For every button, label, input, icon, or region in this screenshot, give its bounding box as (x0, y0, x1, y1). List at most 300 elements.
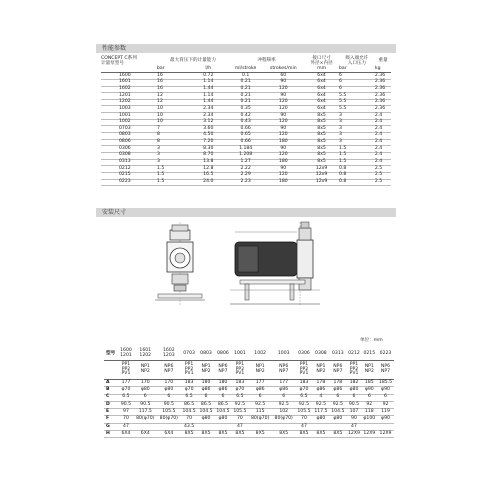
dim-value: 183 (231, 380, 248, 387)
dim-value (312, 423, 329, 430)
dim-value: φ80 (329, 416, 346, 423)
perf-unit-cell: l/h (188, 67, 229, 73)
dim-value: 90.5 (157, 401, 181, 408)
value-cell: 180 (262, 159, 304, 166)
dim-label: G (104, 423, 118, 430)
model-cell: 1600 (101, 73, 157, 80)
value-cell: 0.35 (229, 106, 263, 113)
dim-value: 185.5 (377, 380, 394, 387)
dim-value: 6 (133, 394, 157, 401)
model-cell: 1201 (101, 93, 157, 100)
dim-value: 6X4 (157, 431, 181, 438)
dim-value: 47 (346, 423, 361, 430)
dim-value: 86.5 (181, 401, 198, 408)
dim-value: 180 (214, 380, 231, 387)
value-cell: 6x4 (304, 106, 339, 113)
dim-value: 177 (118, 380, 133, 387)
dim-value (157, 423, 181, 430)
value-cell: 2.36 (375, 106, 391, 113)
dim-value: 6X4 (133, 431, 157, 438)
model-cell: 0223 (101, 179, 157, 186)
dim-value: 92.5 (329, 401, 346, 408)
table-row (104, 416, 394, 423)
value-cell: 12x9 (304, 166, 339, 173)
dim-value: 12X9 (362, 431, 377, 438)
value-cell: 120 (262, 119, 304, 126)
value-cell: 5.5 (339, 99, 375, 106)
dim-value: 6.5 (231, 394, 248, 401)
dim-label: B (104, 387, 118, 394)
dim-value: 6 (377, 394, 394, 401)
value-cell: 0.8 (339, 172, 375, 179)
dim-value: φ90 (377, 387, 394, 394)
perf-header-cell: 冲程频率 (257, 58, 276, 64)
value-cell: 6x4 (304, 73, 339, 80)
section-header-installation (96, 208, 396, 217)
dim-value: 105.5 (157, 409, 181, 416)
value-cell: 6x4 (304, 93, 339, 100)
value-cell: 0.21 (229, 79, 263, 86)
value-cell: 60 (262, 73, 304, 80)
dimensions-table (104, 348, 394, 438)
perf-unit-cell: bar (157, 67, 188, 73)
dim-value: 182 (346, 380, 361, 387)
value-cell: 10 (157, 119, 188, 126)
dim-value: φ80 (214, 416, 231, 423)
dim-value: 118 (362, 409, 377, 416)
value-cell: 3.60 (188, 126, 229, 133)
dim-value: φ90 (377, 416, 394, 423)
value-cell: 1.5 (157, 179, 188, 186)
value-cell: 8x5 (304, 126, 339, 133)
model-group-cell: 1601 1202 (133, 348, 157, 361)
model-group-cell: 1602 1203 (157, 348, 181, 361)
dim-value: φ86 (198, 387, 215, 394)
model-cell: 0212 (101, 166, 157, 173)
dim-value: 104.5 (214, 409, 231, 416)
value-cell: 8x5 (304, 146, 339, 153)
dim-label: H (104, 431, 118, 438)
dim-value: 6.5 (295, 394, 312, 401)
value-cell: 2.23 (229, 179, 263, 186)
dim-value: φ86 (214, 387, 231, 394)
perf-unit-cell: bar (339, 67, 375, 73)
dim-value: 119 (377, 409, 394, 416)
dim-label: E (104, 409, 118, 416)
value-cell: 0.21 (229, 86, 263, 93)
table-row (101, 119, 391, 126)
section-title: 性能参数 (102, 45, 127, 52)
value-cell: 2.29 (229, 172, 263, 179)
dim-value (272, 423, 296, 430)
value-cell: 16 (157, 73, 188, 80)
model-group-cell: 0223 (377, 348, 394, 361)
dim-value: 183 (181, 380, 198, 387)
dim-value: 104.5 (198, 409, 215, 416)
value-cell: 2.34 (188, 106, 229, 113)
table-row (101, 139, 391, 146)
dim-value: 104.5 (329, 409, 346, 416)
perf-unit-cell: ml/stroke (229, 67, 263, 73)
value-cell: 1.184 (229, 146, 263, 153)
value-cell: 10 (157, 113, 188, 120)
material-cell: NP1 NP2 (362, 361, 377, 380)
dim-value: 70 (295, 416, 312, 423)
dim-value: 90 (346, 416, 361, 423)
dim-value (362, 423, 377, 430)
value-cell: 2.36 (375, 86, 391, 93)
value-cell: 120 (262, 152, 304, 159)
dim-value: 104.5 (181, 409, 198, 416)
dim-value: 80(φ70) (272, 416, 296, 423)
value-cell: 2.4 (375, 133, 391, 140)
dim-value: 8X5 (231, 431, 248, 438)
value-cell: 2.34 (188, 113, 229, 120)
dim-value: 6 (214, 394, 231, 401)
table-row (104, 380, 394, 387)
value-cell: 16 (157, 79, 188, 86)
dim-value: 70 (181, 416, 198, 423)
dim-value (198, 423, 215, 430)
dim-value: 43.5 (181, 423, 198, 430)
dim-value: 47 (231, 423, 248, 430)
dim-value: 92.5 (231, 401, 248, 408)
value-cell: 2.5 (375, 172, 391, 179)
table-row (104, 394, 394, 401)
value-cell: 90 (262, 126, 304, 133)
model-cell: 0703 (101, 126, 157, 133)
dim-value: φ86 (312, 387, 329, 394)
value-cell: 12x9 (304, 179, 339, 186)
dim-value: 117.5 (312, 409, 329, 416)
model-label: 型号 (104, 348, 118, 361)
material-cell: PP1 PP2 PV1 (231, 361, 248, 380)
value-cell: 2.36 (375, 93, 391, 100)
value-cell: 0.1 (229, 73, 263, 80)
value-cell: 6 (339, 86, 375, 93)
value-cell: 8 (157, 139, 188, 146)
value-cell: 8 (157, 133, 188, 140)
material-cell: PP1 PP2 PV1 (181, 361, 198, 380)
dim-value: 177 (248, 380, 272, 387)
value-cell: 120 (262, 86, 304, 93)
dim-value: 12X9 (346, 431, 361, 438)
dim-label: C (104, 394, 118, 401)
dim-value (377, 423, 394, 430)
perf-unit-cell: strokes/min (262, 67, 304, 73)
model-group-cell: 0215 (362, 348, 377, 361)
value-cell: 12 (157, 93, 188, 100)
model-group-cell: 0703 (181, 348, 198, 361)
dim-value: 8X5 (214, 431, 231, 438)
perf-header-cell: 重量 (378, 58, 388, 64)
dim-value: 8X5 (329, 431, 346, 438)
dim-value: 86.5 (214, 401, 231, 408)
side-view-drawing (230, 222, 320, 305)
table-row (101, 179, 391, 186)
value-cell: 180 (262, 139, 304, 146)
dim-label: A (104, 380, 118, 387)
dim-value: 92.5 (295, 401, 312, 408)
dim-value: 8X5 (181, 431, 198, 438)
model-cell: 1003 (101, 106, 157, 113)
perf-unit-cell: mm (304, 67, 339, 73)
material-cell: NP6 NP7 (329, 361, 346, 380)
dim-value: 70 (118, 416, 133, 423)
dim-value: 107 (346, 409, 361, 416)
model-group-cell: 0306 (295, 348, 312, 361)
value-cell: 1.14 (188, 93, 229, 100)
material-cell: NP6 NP7 (272, 361, 296, 380)
dim-value: φ80 (133, 387, 157, 394)
value-cell: 2.4 (375, 139, 391, 146)
value-cell: 180 (262, 179, 304, 186)
value-cell: 7 (157, 126, 188, 133)
model-group-cell: 0803 (198, 348, 215, 361)
dim-value (329, 423, 346, 430)
dim-value: 92 (377, 401, 394, 408)
dim-value: 185 (362, 380, 377, 387)
dim-value: 117.5 (133, 409, 157, 416)
dim-value: φ80 (312, 416, 329, 423)
table-row (104, 387, 394, 394)
value-cell: 2.36 (375, 79, 391, 86)
dim-value: 102 (272, 409, 296, 416)
value-cell: 2.5 (375, 166, 391, 173)
value-cell: 0.8 (339, 179, 375, 186)
dim-value: 70 (231, 416, 248, 423)
perf-header-cell: 吸入端允许 入口压力 (345, 56, 369, 66)
value-cell: 1.208 (229, 152, 263, 159)
dim-value (248, 423, 272, 430)
value-cell: 10 (157, 106, 188, 113)
model-group-cell: 0313 (329, 348, 346, 361)
model-cell: 0306 (101, 146, 157, 153)
value-cell: 6 (339, 79, 375, 86)
model-cell: 1001 (101, 113, 157, 120)
dim-value: 8X5 (295, 431, 312, 438)
dim-value: 105.5 (231, 409, 248, 416)
dim-value: φ70 (295, 387, 312, 394)
value-cell: 7.20 (188, 139, 229, 146)
dim-value: 6 (272, 394, 296, 401)
section-header-performance (96, 44, 396, 53)
dim-value: 178 (312, 380, 329, 387)
dim-value: φ100 (362, 416, 377, 423)
value-cell: 4.50 (188, 133, 229, 140)
table-row (101, 106, 391, 113)
dim-value: φ86 (329, 387, 346, 394)
dim-value: 6.5 (118, 394, 133, 401)
dim-label: D (104, 401, 118, 408)
value-cell: 0.21 (229, 93, 263, 100)
value-cell: 24.0 (188, 179, 229, 186)
dim-value (133, 423, 157, 430)
dim-value: 170 (133, 380, 157, 387)
model-group-cell: 1002 (248, 348, 272, 361)
dim-value: 47 (118, 423, 133, 430)
model-cell: 1202 (101, 99, 157, 106)
model-cell: 1002 (101, 119, 157, 126)
material-label (104, 361, 118, 380)
dim-value: 178 (329, 380, 346, 387)
material-cell: NP1 NP2 (312, 361, 329, 380)
value-cell: 2.4 (375, 152, 391, 159)
value-cell: 8x5 (304, 113, 339, 120)
material-cell: NP1 NP2 (133, 361, 157, 380)
table-row (101, 99, 391, 106)
dim-value: φ80 (157, 387, 181, 394)
value-cell: 0.65 (229, 133, 263, 140)
value-cell: 6x4 (304, 79, 339, 86)
dim-value: 180 (198, 380, 215, 387)
value-cell: 120 (262, 106, 304, 113)
value-cell: 90 (262, 166, 304, 173)
dim-value: 8X5 (312, 431, 329, 438)
value-cell: 2.4 (375, 146, 391, 153)
value-cell: 90 (262, 113, 304, 120)
value-cell: 6 (339, 73, 375, 80)
value-cell: 0.66 (229, 139, 263, 146)
dim-value: 90.5 (118, 401, 133, 408)
model-cell: 0803 (101, 133, 157, 140)
material-cell: PP1 PP2 PV1 (295, 361, 312, 380)
value-cell: 12x9 (304, 172, 339, 179)
model-group-cell: 0212 (346, 348, 361, 361)
model-group-cell: 1003 (272, 348, 296, 361)
value-cell: 0.43 (229, 119, 263, 126)
material-cell: NP6 NP7 (214, 361, 231, 380)
dims-material-row (104, 361, 394, 380)
dim-value: 92.5 (248, 401, 272, 408)
material-cell: NP1 NP2 (198, 361, 215, 380)
dim-value: φ70 (181, 387, 198, 394)
value-cell: 8x5 (304, 133, 339, 140)
dim-value: 6X4 (118, 431, 133, 438)
section-title: 安装尺寸 (102, 209, 127, 216)
model-group-cell: 1001 (231, 348, 248, 361)
dims-model-row (104, 348, 394, 361)
table-row (104, 409, 394, 416)
material-cell: NP1 NP2 (248, 361, 272, 380)
value-cell: 3 (339, 133, 375, 140)
value-cell: 16 (157, 86, 188, 93)
dim-value: 6 (346, 394, 361, 401)
dim-value: φ86 (272, 387, 296, 394)
value-cell: 2.4 (375, 119, 391, 126)
dim-value: 115 (248, 409, 272, 416)
dim-value: 92 (362, 401, 377, 408)
material-cell: NP6 NP7 (157, 361, 181, 380)
value-cell: 6x4 (304, 99, 339, 106)
value-cell: 3 (339, 119, 375, 126)
dim-value: 92.5 (312, 401, 329, 408)
dim-value: 80(φ70) (248, 416, 272, 423)
dim-value: φ86 (248, 387, 272, 394)
dim-value: 6 (157, 394, 181, 401)
value-cell: 90 (262, 146, 304, 153)
value-cell: 2.4 (375, 159, 391, 166)
value-cell: 1.5 (339, 146, 375, 153)
unit-label: 单位：mm (360, 338, 383, 343)
value-cell: 3 (157, 152, 188, 159)
dim-value: 6 (248, 394, 272, 401)
material-cell: NP6 NP7 (377, 361, 394, 380)
dim-value: 90.5 (346, 401, 361, 408)
value-cell: 2.5 (375, 179, 391, 186)
value-cell: 3 (339, 126, 375, 133)
dim-value: 86.5 (198, 401, 215, 408)
model-group-cell: 1600 1201 (118, 348, 133, 361)
value-cell: 120 (262, 172, 304, 179)
perf-header-cell: 接口尺寸 外径×内径 (310, 56, 333, 66)
value-cell: 3 (339, 139, 375, 146)
value-cell: 2.4 (375, 126, 391, 133)
dim-value: 80(φ70) (157, 416, 181, 423)
dim-value: 170 (157, 380, 181, 387)
value-cell: 12 (157, 99, 188, 106)
value-cell: 1.5 (339, 159, 375, 166)
model-group-cell: 0308 (312, 348, 329, 361)
value-cell: 3 (339, 113, 375, 120)
model-group-cell: 0806 (214, 348, 231, 361)
value-cell: 1.5 (339, 152, 375, 159)
dim-label: F (104, 416, 118, 423)
model-cell: 1602 (101, 86, 157, 93)
dim-value: 6 (198, 394, 215, 401)
value-cell: 6x4 (304, 86, 339, 93)
dim-value: φ70 (118, 387, 133, 394)
table-row (101, 159, 391, 166)
value-cell: 3 (157, 146, 188, 153)
value-cell: 8x5 (304, 159, 339, 166)
material-cell: PP1 PP2 PV1 (118, 361, 133, 380)
value-cell: 120 (262, 99, 304, 106)
dim-value: 183 (295, 380, 312, 387)
dim-value: 4 (312, 394, 329, 401)
value-cell: 0.42 (229, 113, 263, 120)
value-cell: 5.5 (339, 106, 375, 113)
dim-value: 6 (329, 394, 346, 401)
dim-value: φ90 (362, 387, 377, 394)
value-cell: 3.12 (188, 119, 229, 126)
dim-value: 8X5 (272, 431, 296, 438)
dim-value: 8X5 (198, 431, 215, 438)
perf-unit-cell: kg (375, 67, 391, 73)
value-cell: 8x5 (304, 152, 339, 159)
front-view-drawing (155, 222, 205, 305)
dim-value: 90.5 (133, 401, 157, 408)
table-row (104, 423, 394, 430)
dim-value: 92.5 (272, 401, 296, 408)
value-cell: 1.44 (188, 99, 229, 106)
value-cell: 0.72 (188, 73, 229, 80)
value-cell: 8.70 (188, 152, 229, 159)
value-cell: 5.5 (339, 93, 375, 100)
table-row (104, 401, 394, 408)
dim-value: 105.5 (295, 409, 312, 416)
dim-value: φ80 (346, 387, 361, 394)
value-cell: 2.4 (375, 113, 391, 120)
perf-header-cell: CONCEPT C系列 计量泵型号 (101, 56, 137, 66)
performance-table (101, 57, 391, 186)
dim-value: 8X5 (248, 431, 272, 438)
table-row (104, 431, 394, 438)
dim-value: 12X9 (377, 431, 394, 438)
pump-drawings (150, 220, 340, 310)
material-cell: PP1 PP2 PV1 (346, 361, 361, 380)
value-cell: 1.5 (157, 172, 188, 179)
